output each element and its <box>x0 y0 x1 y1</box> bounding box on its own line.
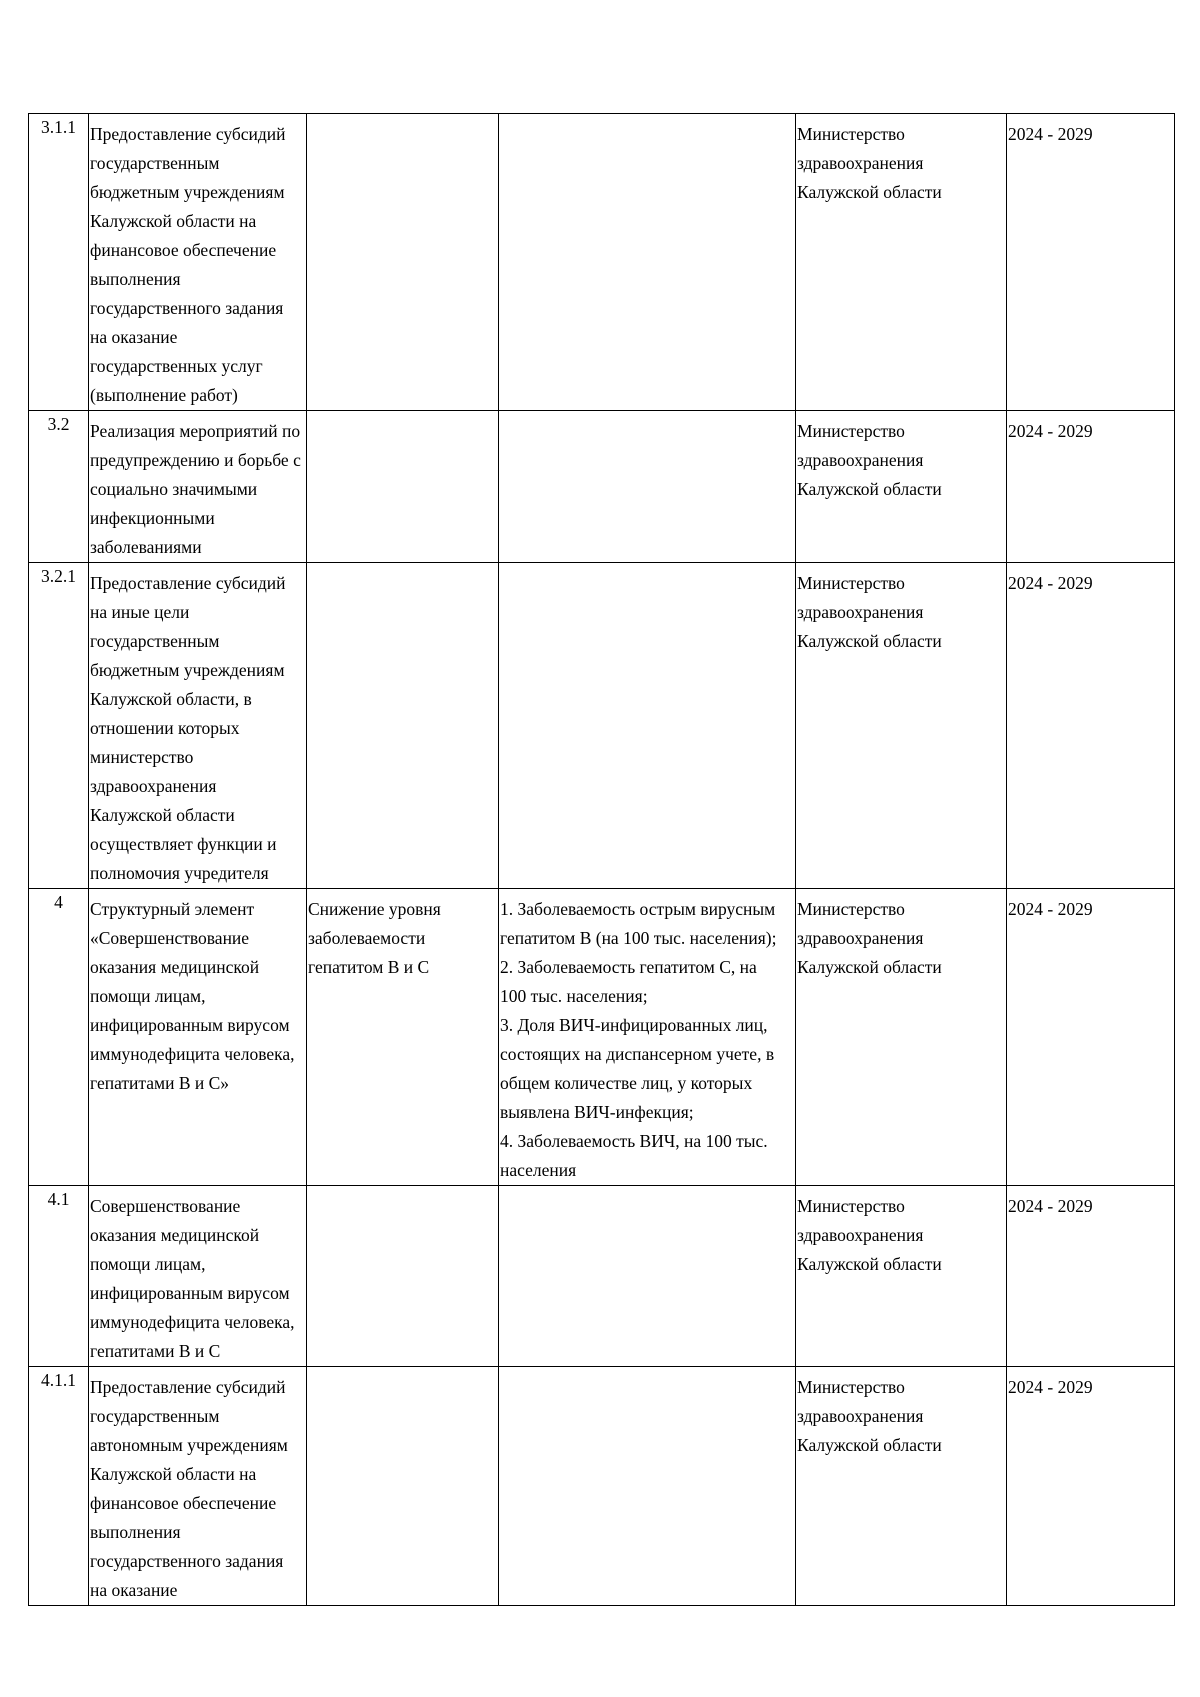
cell-name-line: Предоставление субсидий <box>90 1377 286 1397</box>
cell-name-line: инфекционными <box>90 508 215 528</box>
cell-name <box>89 1186 307 1367</box>
cell-responsible-line: здравоохранения <box>797 602 924 622</box>
cell-responsible <box>796 114 1007 411</box>
cell-period: 2024 - 2029 <box>1007 889 1175 1186</box>
table-row <box>29 1186 1175 1367</box>
table-row <box>29 1367 1175 1606</box>
cell-name-line: Калужской области, в <box>90 689 252 709</box>
cell-name <box>89 114 307 411</box>
cell-responsible-line: Министерство <box>797 899 905 919</box>
cell-name-line: помощи лицам, <box>90 986 206 1006</box>
cell-responsible-line: Министерство <box>797 573 905 593</box>
cell-name-line: государственным <box>90 153 220 173</box>
cell-responsible-line: Калужской области <box>797 1254 942 1274</box>
cell-task <box>307 411 499 563</box>
cell-name-line: предупреждению и борьбе с <box>90 450 301 470</box>
cell-name-line: государственного задания <box>90 1551 284 1571</box>
cell-name-line: здравоохранения <box>90 776 217 796</box>
cell-indicators-line: 3. Доля ВИЧ-инфицированных лиц, <box>500 1015 768 1035</box>
cell-responsible-line: здравоохранения <box>797 1406 924 1426</box>
cell-name-line: на оказание <box>90 1580 178 1600</box>
cell-number: 4.1 <box>29 1186 89 1367</box>
measures-table <box>28 113 1175 1606</box>
cell-name-line: Совершенствование <box>90 1196 241 1216</box>
cell-responsible-line: Министерство <box>797 1377 905 1397</box>
table-row <box>29 114 1175 411</box>
cell-name-line: финансовое обеспечение <box>90 240 277 260</box>
cell-name-line: выполнения <box>90 1522 181 1542</box>
table-row <box>29 889 1175 1186</box>
cell-number: 3.2.1 <box>29 563 89 889</box>
cell-name-line: помощи лицам, <box>90 1254 206 1274</box>
cell-indicators <box>499 889 796 1186</box>
cell-name-line: Калужской области на <box>90 1464 257 1484</box>
cell-indicators-line: гепатитом В (на 100 тыс. населения); <box>500 928 777 948</box>
cell-responsible-line: Калужской области <box>797 1435 942 1455</box>
cell-name-line: бюджетным учреждениям <box>90 182 285 202</box>
table-row <box>29 563 1175 889</box>
cell-name-line: Реализация мероприятий по <box>90 421 301 441</box>
cell-task-line: Снижение уровня <box>308 899 441 919</box>
cell-period: 2024 - 2029 <box>1007 411 1175 563</box>
cell-responsible-line: Министерство <box>797 124 905 144</box>
cell-indicators <box>499 1186 796 1367</box>
cell-name-line: гепатитами В и С» <box>90 1073 230 1093</box>
cell-name-line: «Совершенствование <box>90 928 250 948</box>
cell-name-line: отношении которых <box>90 718 240 738</box>
cell-name-line: выполнения <box>90 269 181 289</box>
cell-indicators-line: 4. Заболеваемость ВИЧ, на 100 тыс. <box>500 1131 768 1151</box>
cell-indicators-line: населения <box>500 1160 577 1180</box>
cell-name-line: социально значимыми <box>90 479 258 499</box>
table-row <box>29 411 1175 563</box>
cell-name <box>89 889 307 1186</box>
cell-name-line: государственным <box>90 631 220 651</box>
cell-responsible-line: здравоохранения <box>797 928 924 948</box>
cell-name-line: на иные цели <box>90 602 190 622</box>
cell-name-line: Калужской области на <box>90 211 257 231</box>
cell-number: 4 <box>29 889 89 1186</box>
cell-indicators-line: общем количестве лиц, у которых <box>500 1073 753 1093</box>
cell-name-line: Предоставление субсидий <box>90 124 286 144</box>
cell-responsible-line: Министерство <box>797 421 905 441</box>
cell-responsible <box>796 563 1007 889</box>
cell-indicators-line: состоящих на диспансерном учете, в <box>500 1044 775 1064</box>
cell-responsible-line: Министерство <box>797 1196 905 1216</box>
cell-task <box>307 1367 499 1606</box>
cell-responsible <box>796 1186 1007 1367</box>
cell-indicators-line: 1. Заболеваемость острым вирусным <box>500 899 776 919</box>
cell-indicators <box>499 114 796 411</box>
cell-name-line: министерство <box>90 747 194 767</box>
cell-period: 2024 - 2029 <box>1007 1367 1175 1606</box>
cell-name-line: оказания медицинской <box>90 1225 260 1245</box>
cell-period: 2024 - 2029 <box>1007 114 1175 411</box>
cell-task <box>307 889 499 1186</box>
cell-name-line: оказания медицинской <box>90 957 260 977</box>
cell-name <box>89 563 307 889</box>
cell-indicators-line: выявлена ВИЧ-инфекция; <box>500 1102 694 1122</box>
cell-indicators <box>499 411 796 563</box>
cell-indicators <box>499 1367 796 1606</box>
cell-number: 3.2 <box>29 411 89 563</box>
cell-name-line: Структурный элемент <box>90 899 255 919</box>
cell-indicators-line: 100 тыс. населения; <box>500 986 648 1006</box>
cell-name-line: государственного задания <box>90 298 284 318</box>
cell-period: 2024 - 2029 <box>1007 1186 1175 1367</box>
cell-number: 3.1.1 <box>29 114 89 411</box>
cell-task <box>307 114 499 411</box>
cell-name-line: иммунодефицита человека, <box>90 1044 295 1064</box>
cell-responsible <box>796 889 1007 1186</box>
cell-name-line: заболеваниями <box>90 537 202 557</box>
cell-name-line: полномочия учредителя <box>90 863 269 883</box>
cell-indicators <box>499 563 796 889</box>
cell-name-line: на оказание <box>90 327 178 347</box>
cell-name-line: государственным <box>90 1406 220 1426</box>
cell-name-line: автономным учреждениям <box>90 1435 288 1455</box>
cell-name-line: инфицированным вирусом <box>90 1283 290 1303</box>
cell-task <box>307 563 499 889</box>
cell-responsible <box>796 1367 1007 1606</box>
cell-responsible-line: Калужской области <box>797 631 942 651</box>
cell-name-line: (выполнение работ) <box>90 385 238 405</box>
cell-task <box>307 1186 499 1367</box>
cell-responsible <box>796 411 1007 563</box>
cell-task-line: гепатитом В и С <box>308 957 430 977</box>
cell-responsible-line: Калужской области <box>797 182 942 202</box>
cell-responsible-line: Калужской области <box>797 957 942 977</box>
cell-indicators-line: 2. Заболеваемость гепатитом С, на <box>500 957 757 977</box>
cell-name-line: финансовое обеспечение <box>90 1493 277 1513</box>
cell-name <box>89 1367 307 1606</box>
cell-name-line: бюджетным учреждениям <box>90 660 285 680</box>
cell-name-line: государственных услуг <box>90 356 263 376</box>
table-body <box>29 114 1175 1606</box>
cell-responsible-line: Калужской области <box>797 479 942 499</box>
cell-responsible-line: здравоохранения <box>797 450 924 470</box>
cell-responsible-line: здравоохранения <box>797 153 924 173</box>
cell-name-line: иммунодефицита человека, <box>90 1312 295 1332</box>
cell-name-line: Предоставление субсидий <box>90 573 286 593</box>
cell-name-line: гепатитами В и С <box>90 1341 221 1361</box>
cell-name-line: осуществляет функции и <box>90 834 277 854</box>
cell-name-line: инфицированным вирусом <box>90 1015 290 1035</box>
cell-task-line: заболеваемости <box>308 928 426 948</box>
cell-number: 4.1.1 <box>29 1367 89 1606</box>
cell-name-line: Калужской области <box>90 805 235 825</box>
cell-name <box>89 411 307 563</box>
cell-responsible-line: здравоохранения <box>797 1225 924 1245</box>
cell-period: 2024 - 2029 <box>1007 563 1175 889</box>
